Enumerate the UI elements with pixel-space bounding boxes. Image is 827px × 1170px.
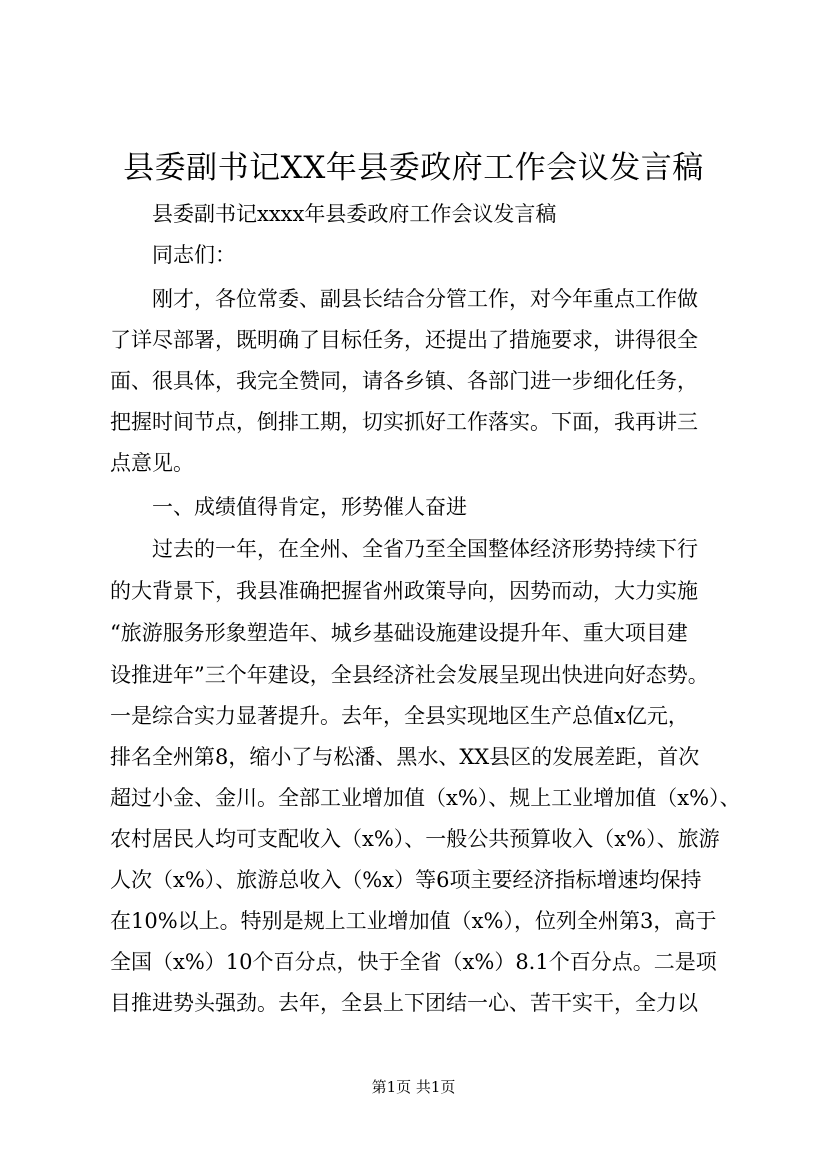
- paragraph-line: 排名全州第8，缩小了与松潘、黑水、XX县区的发展差距，首次: [110, 745, 700, 769]
- paragraph-line: 在10%以上。特别是规上工业增加值（x%），位列全州第3，高于: [110, 909, 717, 933]
- paragraph-line: 刚才，各位常委、副县长结合分管工作，对今年重点工作做: [152, 287, 698, 311]
- paragraph-line: 设推进年”三个年建设，全县经济社会发展呈现出快进向好态势。: [110, 663, 709, 687]
- paragraph-line: 的大背景下，我县准确把握省州政策导向，因势而动，大力实施: [110, 579, 698, 603]
- paragraph-line: 过去的一年，在全州、全省乃至全国整体经济形势持续下行: [152, 537, 698, 561]
- paragraph-line: 把握时间节点，倒排工期，切实抓好工作落实。下面，我再讲三: [110, 410, 698, 434]
- paragraph-line: 超过小金、金川。全部工业增加值（x%）、规上工业增加值（x%）、: [110, 786, 741, 810]
- paragraph-line: “旅游服务形象塑造年、城乡基础设施建设提升年、重大项目建: [110, 621, 688, 645]
- paragraph-line: 了详尽部署，既明确了目标任务，还提出了措施要求，讲得很全: [110, 328, 698, 352]
- paragraph-line: 目推进势头强劲。去年，全县上下团结一心、苦干实干，全力以: [110, 991, 698, 1015]
- subtitle-line: 县委副书记xxxx年县委政府工作会议发言稿: [152, 202, 557, 226]
- paragraph-line: 面、很具体，我完全赞同，请各乡镇、各部门进一步细化任务，: [110, 369, 698, 393]
- salutation-line: 同志们：: [152, 243, 236, 267]
- page-number: 第1页 共1页: [371, 1078, 456, 1096]
- paragraph-line: 全国（x%）10个百分点，快于全省（x%）8.1个百分点。二是项: [110, 950, 717, 974]
- paragraph-line: 农村居民人均可支配收入（x%）、一般公共预算收入（x%）、旅游: [110, 827, 720, 851]
- paragraph-line: 点意见。: [110, 451, 194, 475]
- document-title: 县委副书记XX年县委政府工作会议发言稿: [123, 150, 704, 186]
- paragraph-line: 人次（x%）、旅游总收入（%x）等6项主要经济指标增速均保持: [110, 868, 702, 892]
- section-heading: 一、成绩值得肯定，形势催人奋进: [152, 495, 467, 519]
- paragraph-line: 一是综合实力显著提升。去年，全县实现地区生产总值x亿元，: [110, 704, 689, 728]
